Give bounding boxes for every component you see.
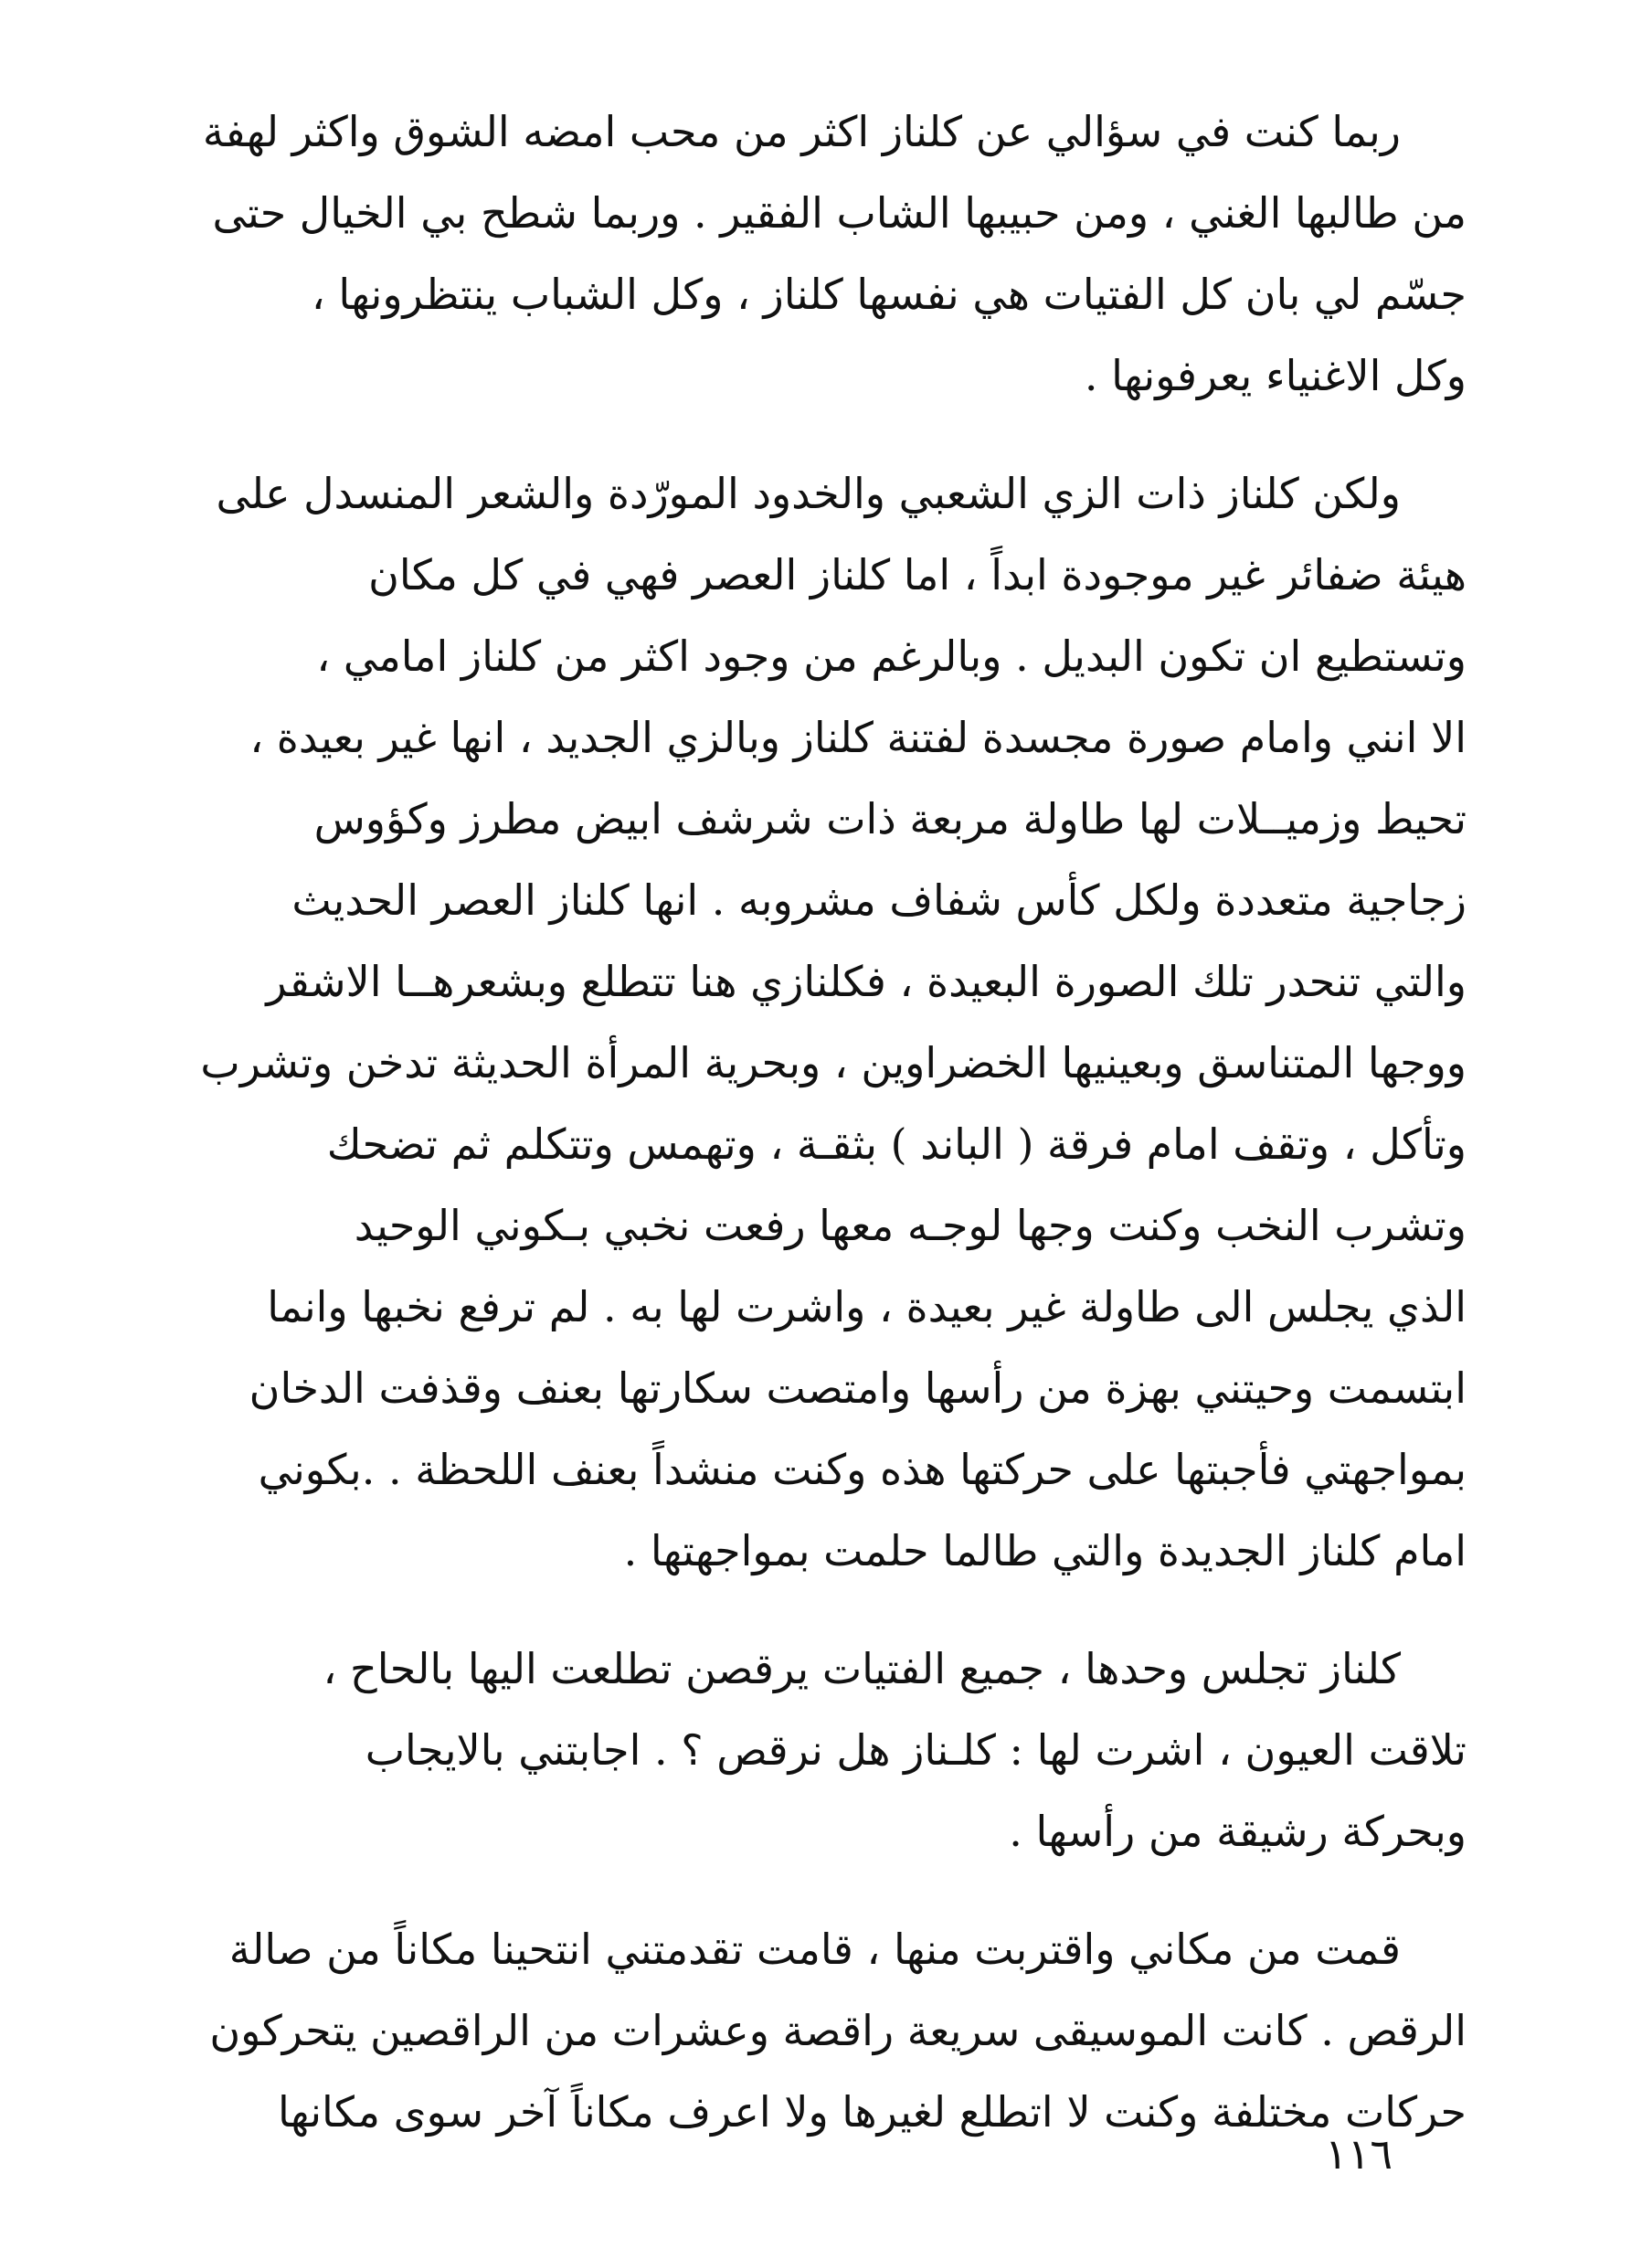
- paragraph-line: حركات مختلفة وكنت لا اتطلع لغيرها ولا اعرف مكاناً آخر سوى مكانها: [277, 2087, 1467, 2137]
- paragraph-line: جسّم لي بان كل الفتيات هي نفسها كلناز ، وكل الشباب ينتظرونها ،: [311, 270, 1467, 319]
- paragraph-line: ووجها المتناسق وبعينيها الخضراوين ، وبحرية المرأة الحديثة تدخن وتشرب: [200, 1038, 1467, 1087]
- paragraph-line: وتستطيع ان تكون البديل . وبالرغم من وجود اكثر من كلناز امامي ،: [316, 631, 1467, 681]
- paragraph-line: وبحركة رشيقة من رأسها .: [1009, 1807, 1467, 1856]
- paragraph-line: تلاقت العيون ، اشرت لها : كلـناز هل نرقص ؟ . اجابتني بالايجاب: [365, 1725, 1467, 1775]
- paragraph-line: الرقص . كانت الموسيقى سريعة راقصة وعشرات من الراقصين يتحركون: [209, 2006, 1467, 2055]
- paragraph-line: زجاجية متعددة ولكل كأس شفاف مشروبه . انها كلناز العصر الحديث: [291, 875, 1467, 925]
- paragraph-line: تحيط وزميــلات لها طاولة مربعة ذات شرشف ابيض مطرز وكؤوس: [313, 794, 1467, 843]
- paragraph-line: من طالبها الغني ، ومن حبيبها الشاب الفقير . وربما شطح بي الخيال حتى: [212, 188, 1467, 238]
- paragraph-4: [210, 1909, 1467, 2153]
- paragraph-line: بمواجهتي فأجبتها على حركتها هذه وكنت منشداً بعنف اللحظة . .بكوني: [258, 1445, 1467, 1494]
- page-number: ١١٦: [1325, 2129, 1393, 2179]
- paragraph-line: قمت من مكاني واقتربت منها ، قامت تقدمتني انتحينا مكاناً من صالة: [228, 1925, 1401, 1974]
- paragraph-3: [210, 1628, 1467, 1872]
- paragraph-line: ولكن كلناز ذات الزي الشعبي والخدود المورّدة والشعر المنسدل على: [216, 469, 1401, 518]
- paragraph-line: كلناز تجلس وحدها ، جميع الفتيات يرقصن تطلعت اليها بالحاح ،: [323, 1644, 1401, 1693]
- paragraph-line: ابتسمت وحيتني بهزة من رأسها وامتصت سكارتها بعنف وقذفت الدخان: [249, 1363, 1467, 1413]
- paragraph-line: امام كلناز الجديدة والتي طالما حلمت بمواجهتها .: [623, 1526, 1467, 1575]
- document-page: [200, 91, 1467, 2190]
- paragraph-line: وكل الاغنياء يعرفونها .: [1084, 351, 1467, 400]
- paragraph-1: [202, 91, 1467, 417]
- paragraph-line: الذي يجلس الى طاولة غير بعيدة ، واشرت لها به . لم ترفع نخبها وانما: [267, 1282, 1467, 1331]
- paragraph-line: وتأكل ، وتقف امام فرقة ( الباند ) بثقـة ، وتهمس وتتكلم ثم تضحك: [326, 1119, 1467, 1169]
- paragraph-line: الا انني وامام صورة مجسدة لفتنة كلناز وبالزي الجديد ، انها غير بعيدة ،: [249, 713, 1467, 762]
- paragraph-line: وتشرب النخب وكنت وجها لوجـه معها رفعت نخبي بـكوني الوحيد: [354, 1201, 1467, 1250]
- paragraph-line: ربما كنت في سؤالي عن كلناز اكثر من محب امضه الشوق واكثر لهفة: [202, 107, 1401, 156]
- paragraph-2: [200, 453, 1467, 1592]
- paragraph-line: والتي تنحدر تلك الصورة البعيدة ، فكلنازي هنا تتطلع وبشعرهــا الاشقر: [266, 957, 1467, 1006]
- paragraph-line: هيئة ضفائر غير موجودة ابداً ، اما كلناز العصر فهي في كل مكان: [368, 550, 1467, 599]
